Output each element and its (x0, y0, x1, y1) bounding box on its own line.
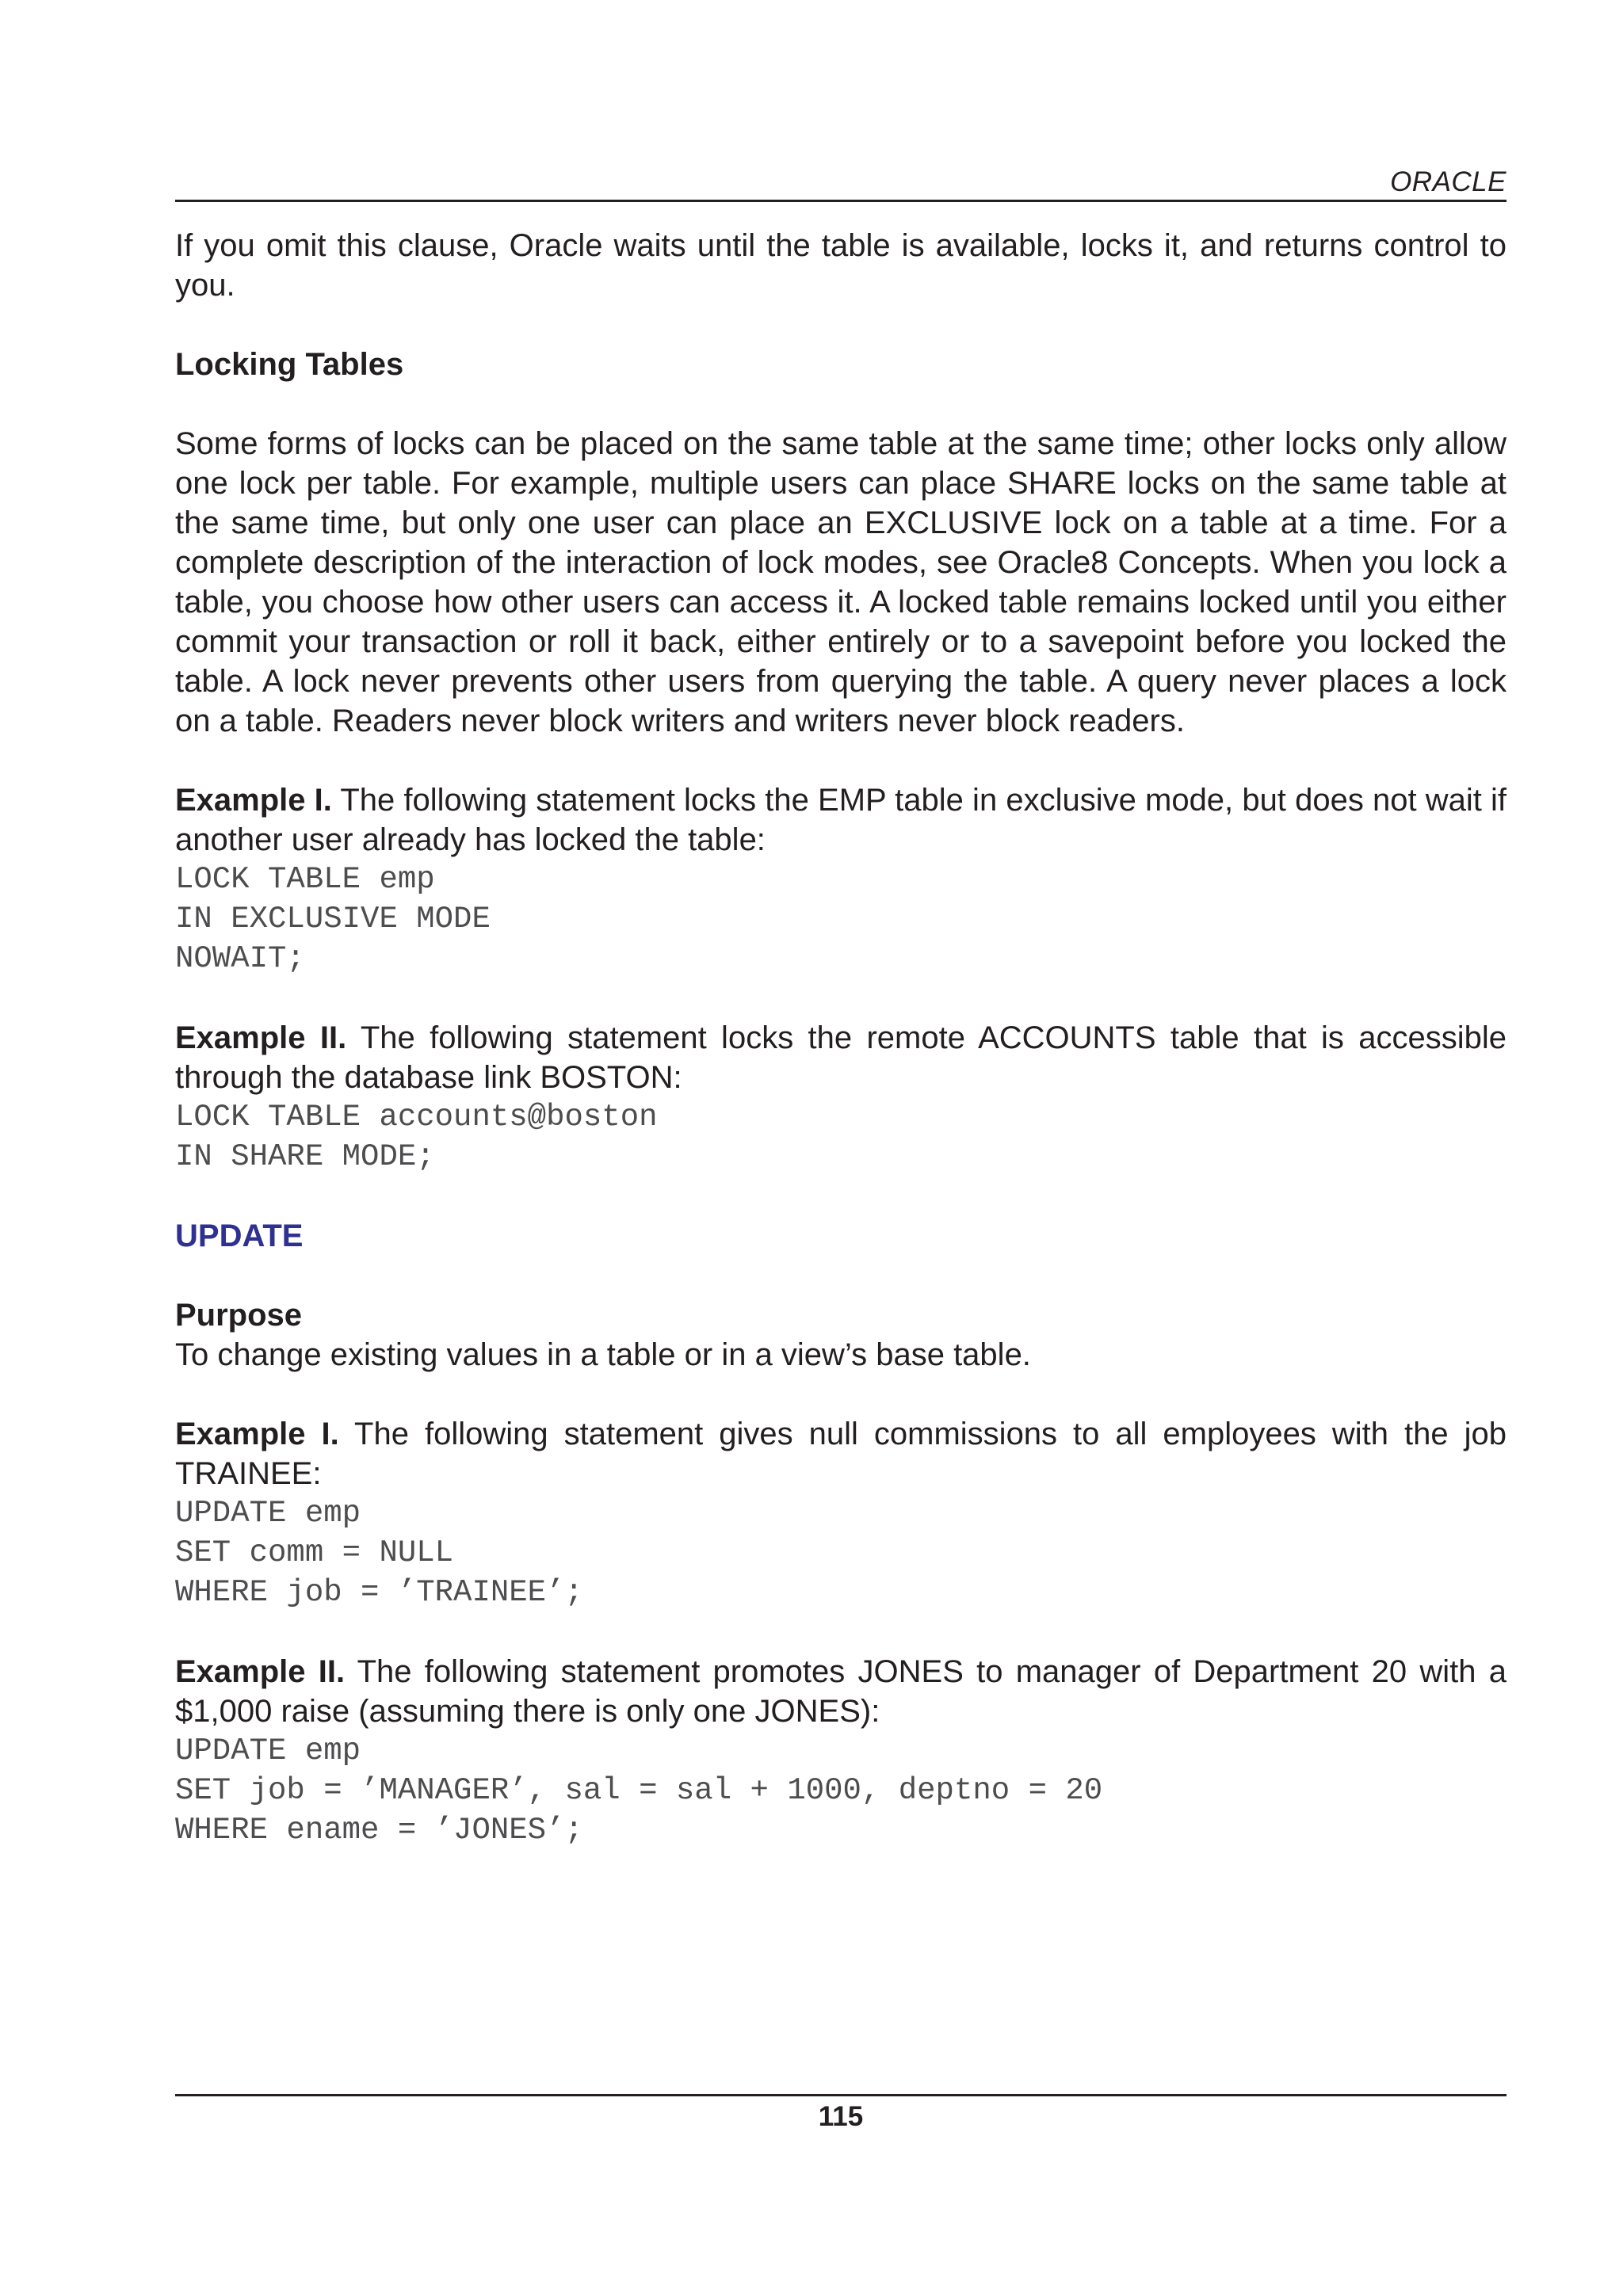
footer-rule (175, 2094, 1507, 2096)
page-content (175, 226, 1507, 1850)
locking-tables-heading: Locking Tables (175, 347, 404, 382)
purpose-text: To change existing values in a table or in a view’s base table. (175, 1337, 1031, 1372)
update-example-2-text: The following statement promotes JONES to manager of Department 20 with a $1,000 raise (assuming there is only one JONES): (175, 1654, 1507, 1729)
lock-example-1-paragraph (175, 780, 1507, 860)
update-example-1-text: The following statement gives null commissions to all employees with the job TRAINEE: (175, 1417, 1507, 1491)
lock-example-2-label: Example II. (175, 1020, 347, 1055)
lock-example-2-code: LOCK TABLE accounts@boston IN SHARE MODE; (175, 1100, 658, 1174)
update-section-title: UPDATE (175, 1219, 304, 1253)
document-page (175, 0, 1507, 2296)
purpose-heading: Purpose (175, 1298, 303, 1333)
update-example-2-label: Example II. (175, 1654, 346, 1689)
update-example-2-paragraph (175, 1652, 1507, 1731)
lock-example-1-label: Example I. (175, 783, 332, 818)
locking-tables-paragraph: Some forms of locks can be placed on the same table at the same time; other locks only allow one lock per table. For example, multiple users can place SHARE locks on the same table at the same time, but only one user can place an EXCLUSIVE lock on a table at a time. For a complete description of the interaction of lock modes, see Oracle8 Concepts. When you lock a table, you choose how other users can access it. A locked table remains locked until you either commit your transaction or roll it back, either entirely or to a savepoint before you locked the table. A lock never prevents other users from querying the table. A query never places a lock on a table. Readers never block writers and writers never block readers. (175, 426, 1507, 738)
page-number: 115 (818, 2101, 864, 2132)
lock-example-2-paragraph (175, 1018, 1507, 1097)
intro-paragraph: If you omit this clause, Oracle waits until the table is available, locks it, and returns control to you. (175, 228, 1507, 303)
lock-example-1-text: The following statement locks the EMP table in exclusive mode, but does not wait if another user already has locked the table: (175, 783, 1507, 857)
lock-example-1-code: LOCK TABLE emp IN EXCLUSIVE MODE NOWAIT; (175, 862, 491, 976)
lock-example-2-text: The following statement locks the remote ACCOUNTS table that is accessible through the database link BOSTON: (175, 1020, 1507, 1095)
update-example-2-code: UPDATE emp SET job = ’MANAGER’, sal = sal + 1000, deptno = 20 WHERE ename = ’JONES’; (175, 1733, 1103, 1848)
header-rule (175, 200, 1507, 202)
update-example-1-label: Example I. (175, 1417, 339, 1451)
update-example-1-code: UPDATE emp SET comm = NULL WHERE job = ’TRAINEE’; (175, 1496, 583, 1610)
update-example-1-paragraph (175, 1414, 1507, 1493)
running-header: ORACLE (1390, 166, 1507, 197)
